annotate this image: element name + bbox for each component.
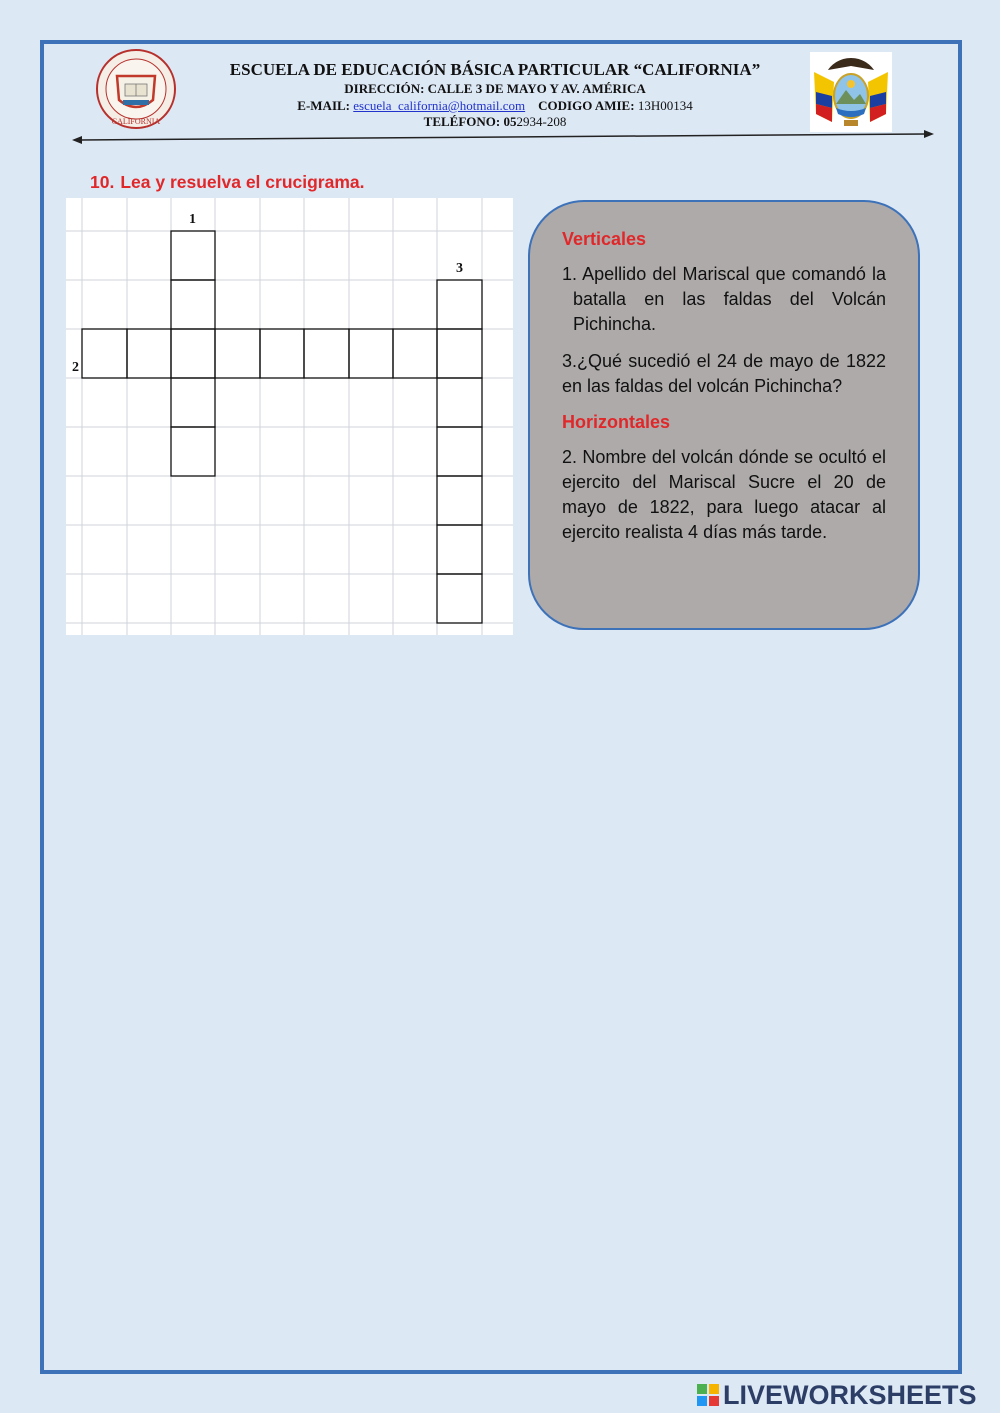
email-label: E-MAIL: [297,98,350,113]
ecuador-coat-of-arms-icon [810,52,892,132]
school-contact [180,97,810,114]
school-name: ESCUELA DE EDUCACIÓN BÁSICA PARTICULAR “CALIFORNIA” [229,60,761,79]
school-address: DIRECCIÓN: CALLE 3 DE MAYO Y AV. AMÉRICA [344,81,646,96]
clue-number-2: 2 [72,360,79,375]
clue-number-3: 3 [456,261,463,276]
school-header [180,60,810,129]
liveworksheets-brand [697,1378,977,1412]
phone-prefix: 05 [503,114,517,129]
vertical-heading: Verticales [562,229,647,249]
header-divider [72,128,934,146]
clues-panel [528,200,920,630]
amie-label: CODIGO AMIE: [538,98,635,113]
clue-horizontal-2: 2. Nombre del volcán dónde se ocultó el ejercito del Mariscal Sucre el 20 de mayo de 1822, para luego atacar al ejercito realista 4 días más tarde. [562,447,886,542]
horizontal-heading: Horizontales [562,412,671,432]
brand-text: LIVEWORKSHEETS [723,1379,977,1410]
phone-label: TELÉFONO: [423,114,501,129]
clue-number-1: 1 [189,212,196,227]
clue-vertical-1-label: 1. [562,264,578,284]
clue-vertical-3: 3.¿Qué sucedió el 24 de mayo de 1822 en las faldas del volcán Pichincha? [562,351,886,396]
email-link[interactable]: escuela_california@hotmail.com [353,98,526,113]
exercise-instruction [90,172,365,193]
school-logo [95,48,177,130]
amie-code: 13H00134 [637,98,693,113]
liveworksheets-logo-icon [697,1384,719,1406]
exercise-instruction-text: Lea y resuelva el crucigrama. [120,172,365,192]
phone-number: 2934-208 [516,114,567,129]
exercise-number: 10. [90,172,115,192]
crossword-grid [66,198,513,635]
clue-vertical-1 [562,262,886,337]
school-phone [180,114,810,129]
school-logo-text: CALIFORNIA [111,117,161,126]
clue-vertical-1-text: Apellido del Mariscal que comandó la batalla en las faldas del Volcán Pichincha. [573,264,886,334]
